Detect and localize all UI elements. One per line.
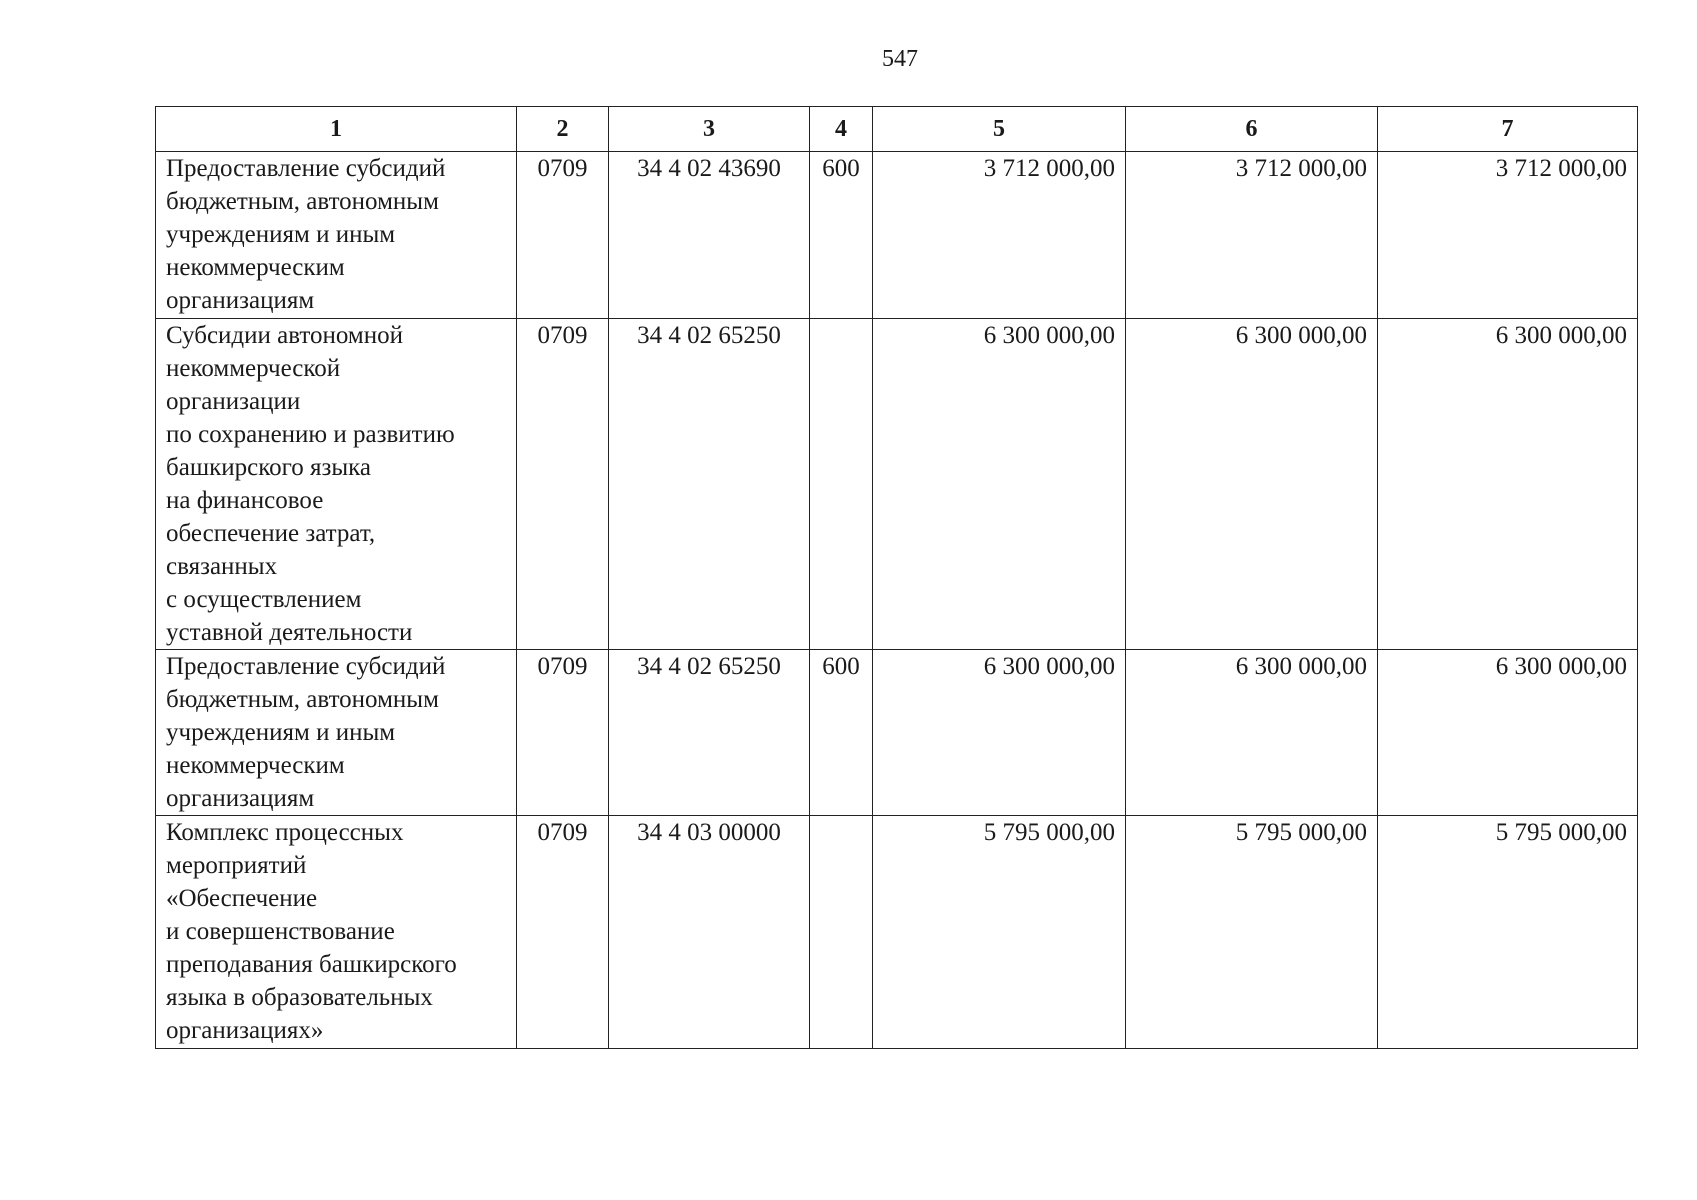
expense-type-cell: 600 xyxy=(810,152,873,319)
row-name-line: на финансовое xyxy=(166,487,324,514)
row-name-line: бюджетным, автономным xyxy=(166,686,439,713)
row-name-line: некоммерческим xyxy=(166,752,345,779)
column-header-1: 1 xyxy=(156,107,517,152)
row-name-line: учреждениям и иным xyxy=(166,221,396,248)
expense-type-cell xyxy=(810,816,873,1049)
amount-cell-col6: 5 795 000,00 xyxy=(1126,816,1378,1049)
row-name-cell xyxy=(156,319,517,650)
row-name-line: связанных xyxy=(166,553,278,580)
expense-type-cell: 600 xyxy=(810,650,873,816)
row-name-line: башкирского языка xyxy=(166,454,371,481)
row-name-line: «Обеспечение xyxy=(166,885,318,912)
amount-cell-col7: 3 712 000,00 xyxy=(1378,152,1638,319)
section-cell: 0709 xyxy=(517,650,609,816)
table-row xyxy=(156,650,1638,816)
page-number: 547 xyxy=(882,46,918,72)
amount-cell-col5: 6 300 000,00 xyxy=(873,319,1126,650)
table-row xyxy=(156,319,1638,650)
target-article-cell: 34 4 02 65250 xyxy=(609,319,810,650)
amount-cell-col5: 5 795 000,00 xyxy=(873,816,1126,1049)
row-name-line: организации xyxy=(166,388,301,415)
row-name-line: обеспечение затрат, xyxy=(166,520,376,547)
row-name-line: с осуществлением xyxy=(166,586,362,613)
amount-cell-col5: 3 712 000,00 xyxy=(873,152,1126,319)
row-name-cell xyxy=(156,650,517,816)
target-article-cell: 34 4 03 00000 xyxy=(609,816,810,1049)
amount-cell-col7: 5 795 000,00 xyxy=(1378,816,1638,1049)
section-cell: 0709 xyxy=(517,816,609,1049)
row-name-cell xyxy=(156,152,517,319)
row-name-line: преподавания башкирского xyxy=(166,951,457,978)
target-article-cell: 34 4 02 43690 xyxy=(609,152,810,319)
amount-cell-col6: 3 712 000,00 xyxy=(1126,152,1378,319)
budget-table xyxy=(155,106,1638,1049)
amount-cell-col7: 6 300 000,00 xyxy=(1378,319,1638,650)
row-name-line: некоммерческим xyxy=(166,254,345,281)
column-header-2: 2 xyxy=(517,107,609,152)
row-name-line: по сохранению и развитию xyxy=(166,421,455,448)
amount-cell-col6: 6 300 000,00 xyxy=(1126,319,1378,650)
row-name-cell xyxy=(156,816,517,1049)
row-name-line: мероприятий xyxy=(166,852,307,879)
column-header-6: 6 xyxy=(1126,107,1378,152)
row-name-line: некоммерческой xyxy=(166,355,341,382)
table-row xyxy=(156,816,1638,1049)
row-name-line: языка в образовательных xyxy=(166,984,433,1011)
section-cell: 0709 xyxy=(517,319,609,650)
row-name-line: учреждениям и иным xyxy=(166,719,396,746)
section-cell: 0709 xyxy=(517,152,609,319)
row-name-line: бюджетным, автономным xyxy=(166,188,439,215)
row-name-line: организациям xyxy=(166,287,315,314)
column-header-5: 5 xyxy=(873,107,1126,152)
column-header-7: 7 xyxy=(1378,107,1638,152)
amount-cell-col5: 6 300 000,00 xyxy=(873,650,1126,816)
row-name-line: организациям xyxy=(166,785,315,812)
expense-type-cell xyxy=(810,319,873,650)
row-name-line: Комплекс процессных xyxy=(166,819,404,846)
column-header-4: 4 xyxy=(810,107,873,152)
row-name-line: организациях» xyxy=(166,1017,324,1044)
header-row xyxy=(156,107,1638,152)
column-header-3: 3 xyxy=(609,107,810,152)
amount-cell-col6: 6 300 000,00 xyxy=(1126,650,1378,816)
row-name-line: Предоставление субсидий xyxy=(166,653,446,680)
target-article-cell: 34 4 02 65250 xyxy=(609,650,810,816)
table-row xyxy=(156,152,1638,319)
amount-cell-col7: 6 300 000,00 xyxy=(1378,650,1638,816)
row-name-line: Субсидии автономной xyxy=(166,322,403,349)
row-name-line: и совершенствование xyxy=(166,918,395,945)
row-name-line: уставной деятельности xyxy=(166,619,413,646)
row-name-line: Предоставление субсидий xyxy=(166,155,446,182)
